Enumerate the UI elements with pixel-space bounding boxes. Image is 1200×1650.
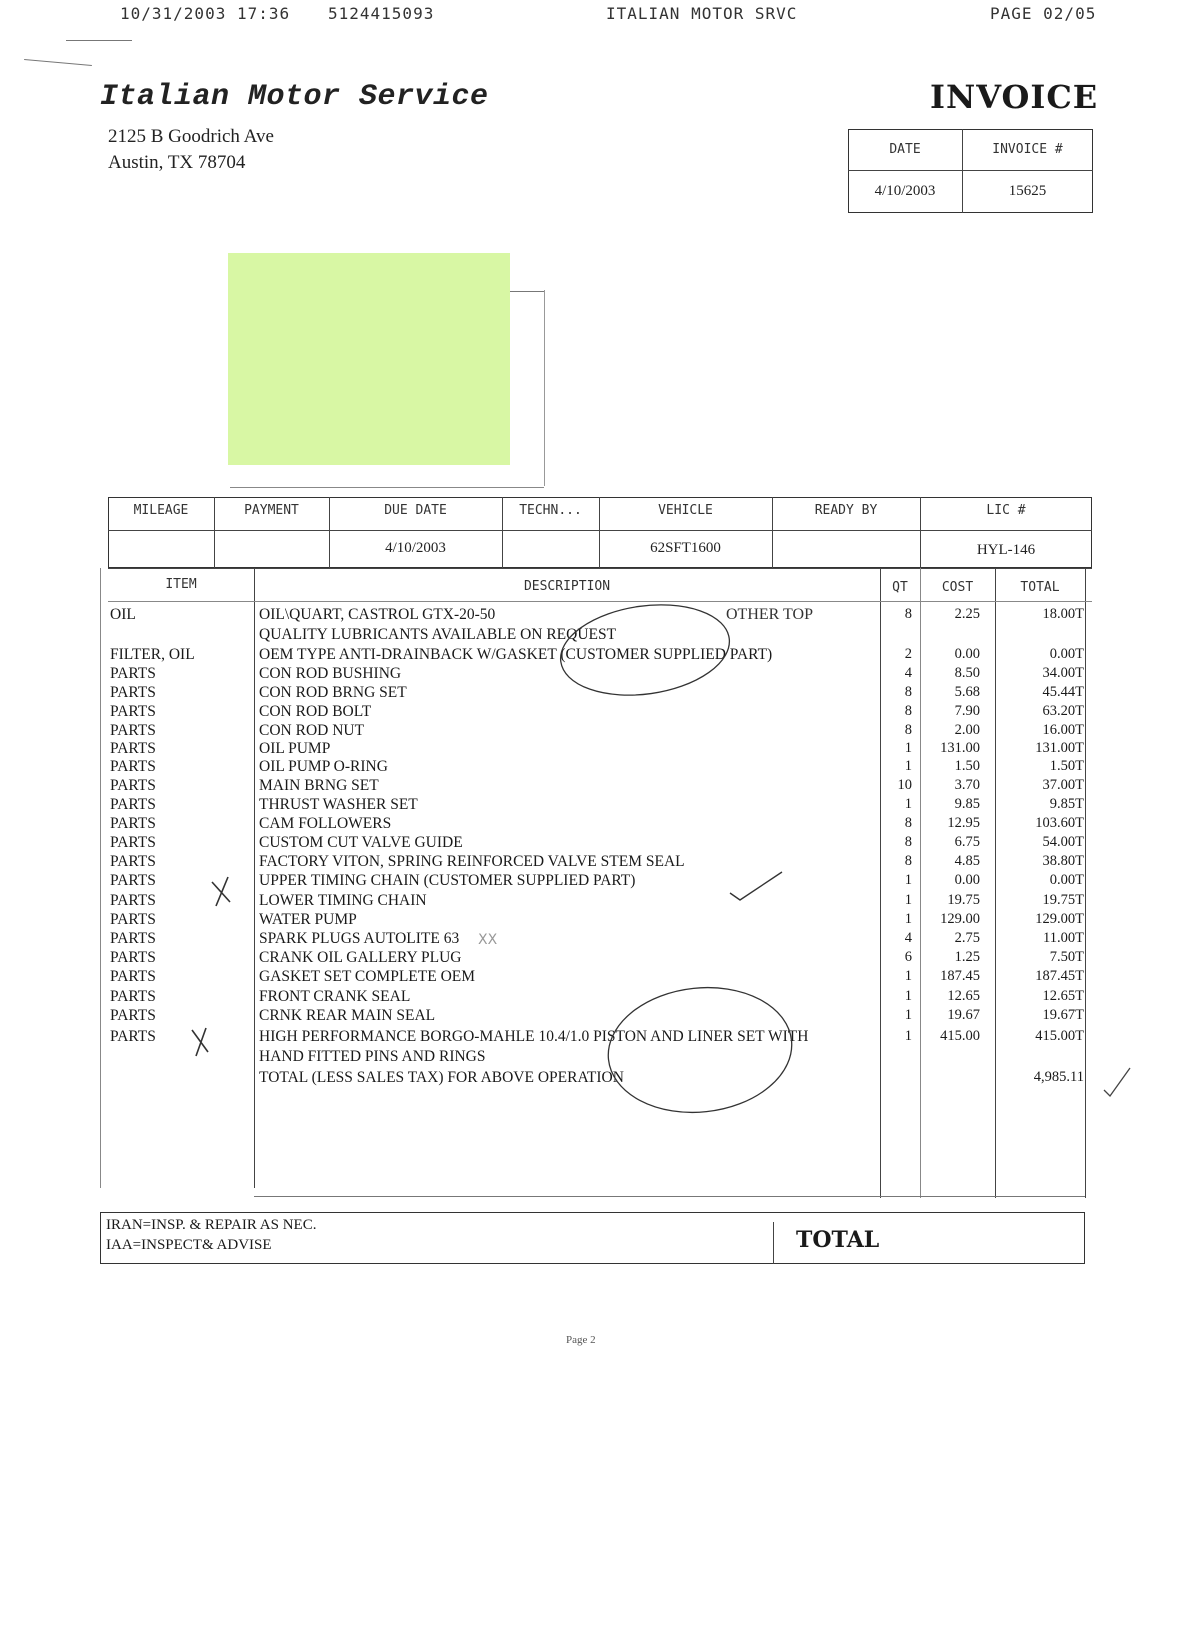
row-total: 103.60T	[1035, 815, 1084, 831]
row-cost: 12.95	[947, 815, 980, 831]
row-total: 1.50T	[1049, 758, 1084, 774]
row-item: OIL	[110, 606, 136, 623]
row-total: 129.00T	[1035, 911, 1084, 927]
row-description: FRONT CRANK SEAL	[259, 988, 411, 1005]
row-qty: 1	[904, 968, 912, 984]
checkmark-icon	[1104, 1068, 1130, 1096]
row-total: 19.67T	[1042, 1007, 1084, 1023]
invoice-date: 4/10/2003	[874, 183, 936, 199]
row-item: PARTS	[110, 911, 156, 928]
row-description: CON ROD BUSHING	[259, 665, 402, 682]
row-qty: 4	[904, 930, 912, 946]
row-item: FILTER, OIL	[110, 646, 195, 663]
row-item: PARTS	[110, 758, 156, 775]
row-item: PARTS	[110, 1028, 156, 1045]
row-total: 131.00T	[1035, 740, 1084, 756]
row-description: CRANK OIL GALLERY PLUG	[259, 949, 462, 966]
row-item: PARTS	[110, 853, 156, 870]
row-cost: 19.75	[947, 892, 980, 908]
row-description: LOWER TIMING CHAIN	[259, 892, 427, 909]
row-item: PARTS	[110, 949, 156, 966]
header-total: TOTAL	[1020, 580, 1060, 595]
row-cost: 415.00	[940, 1028, 980, 1044]
row-cost: 2.00	[954, 722, 980, 738]
row-total: 187.45T	[1035, 968, 1084, 984]
row-total: 34.00T	[1042, 665, 1084, 681]
row-cost: 7.90	[954, 703, 980, 719]
row-qty: 8	[904, 703, 912, 719]
row-description: GASKET SET COMPLETE OEM	[259, 968, 476, 985]
circle-mark	[555, 595, 736, 706]
row-qty: 8	[904, 684, 912, 700]
header-description: DESCRIPTION	[523, 579, 611, 594]
x-mark: XX	[478, 932, 498, 948]
row-item: PARTS	[110, 834, 156, 851]
row-qty: 2	[904, 646, 912, 662]
row-item: PARTS	[110, 892, 156, 909]
row-description: QUALITY LUBRICANTS AVAILABLE ON REQUEST	[259, 626, 617, 643]
row-qty: 10	[897, 777, 912, 793]
row-description: UPPER TIMING CHAIN (CUSTOMER SUPPLIED PART)	[259, 872, 636, 889]
row-qty: 8	[904, 722, 912, 738]
row-description: OIL PUMP O-RING	[259, 758, 388, 775]
x-mark-icon	[212, 877, 230, 906]
row-cost: 5.68	[954, 684, 980, 700]
row-item: PARTS	[110, 665, 156, 682]
fax-phone: 5124415093	[328, 4, 435, 23]
fax-page: PAGE 02/05	[990, 4, 1097, 23]
company-name: Italian Motor Service	[100, 80, 489, 114]
row-description: CON ROD NUT	[259, 722, 365, 739]
footer-total-label: TOTAL	[796, 1227, 880, 1253]
row-description: OIL\QUART, CASTROL GTX-20-50	[259, 606, 496, 623]
footer-code-1: IRAN=INSP. & REPAIR AS NEC.	[106, 1217, 317, 1233]
row-item: PARTS	[110, 815, 156, 832]
row-cost: 131.00	[940, 740, 980, 756]
invoice-number-label: INVOICE #	[992, 142, 1063, 157]
row-qty: 4	[904, 665, 912, 681]
row-total: 38.80T	[1042, 853, 1084, 869]
row-qty: 1	[904, 911, 912, 927]
row-cost: 3.70	[954, 777, 980, 793]
header-payment: PAYMENT	[244, 503, 299, 518]
row-description: CUSTOM CUT VALVE GUIDE	[259, 834, 463, 851]
row-item: PARTS	[110, 988, 156, 1005]
row-description: OIL PUMP	[259, 740, 331, 757]
row-cost: 1.50	[954, 758, 980, 774]
row-qty: 6	[904, 949, 912, 965]
row-total: 415.00T	[1035, 1028, 1084, 1044]
row-qty: 8	[904, 815, 912, 831]
page-footer: Page 2	[566, 1334, 596, 1346]
header-qty: QT	[892, 580, 908, 595]
row-qty: 1	[904, 796, 912, 812]
row-description: OEM TYPE ANTI-DRAINBACK W/GASKET (CUSTOMER SUPPLIED PART)	[259, 646, 773, 663]
row-description: WATER PUMP	[259, 911, 357, 928]
row-description: CON ROD BOLT	[259, 703, 372, 720]
row-total: 12.65T	[1042, 988, 1084, 1004]
row-cost: 129.00	[940, 911, 980, 927]
invoice-number: 15625	[1008, 183, 1047, 199]
row-total: 19.75T	[1042, 892, 1084, 908]
row-qty: 8	[904, 606, 912, 622]
row-qty: 1	[904, 1028, 912, 1044]
row-qty: 1	[904, 872, 912, 888]
row-total: 9.85T	[1049, 796, 1084, 812]
row-item: PARTS	[110, 722, 156, 739]
row-cost: 187.45	[940, 968, 980, 984]
row-description: CRNK REAR MAIN SEAL	[259, 1007, 436, 1024]
row-total: 16.00T	[1042, 722, 1084, 738]
row-total: 18.00T	[1042, 606, 1084, 622]
row-description: CAM FOLLOWERS	[259, 815, 392, 832]
row-description: THRUST WASHER SET	[259, 796, 418, 813]
row-description: FACTORY VITON, SPRING REINFORCED VALVE STEM SEAL	[259, 853, 685, 870]
row-qty: 1	[904, 758, 912, 774]
row-cost: 1.25	[954, 949, 980, 965]
document-title: INVOICE	[930, 78, 1099, 116]
row-item: PARTS	[110, 968, 156, 985]
license-value: HYL-146	[976, 542, 1036, 558]
row-cost: 2.75	[954, 930, 980, 946]
row-cost: 9.85	[954, 796, 980, 812]
row-total: 0.00T	[1049, 872, 1084, 888]
header-ready-by: READY BY	[814, 503, 878, 518]
row-total: 54.00T	[1042, 834, 1084, 850]
checkmark-icon	[730, 872, 782, 900]
handwritten-note: OTHER TOP	[726, 606, 813, 623]
row-qty: 1	[904, 892, 912, 908]
row-item: PARTS	[110, 872, 156, 889]
header-license: LIC #	[986, 503, 1026, 518]
circle-mark	[602, 979, 798, 1122]
row-total: 63.20T	[1042, 703, 1084, 719]
row-description: MAIN BRNG SET	[259, 777, 379, 794]
row-total: 7.50T	[1049, 949, 1084, 965]
header-technician: TECHN...	[519, 503, 582, 518]
row-item: PARTS	[110, 740, 156, 757]
row-cost: 0.00	[954, 872, 980, 888]
row-description: HAND FITTED PINS AND RINGS	[259, 1048, 486, 1065]
row-cost: 2.25	[954, 606, 980, 622]
header-due-date: DUE DATE	[384, 503, 447, 518]
row-cost: 8.50	[954, 665, 980, 681]
x-mark-icon	[192, 1028, 208, 1056]
row-qty: 8	[904, 853, 912, 869]
row-item: PARTS	[110, 703, 156, 720]
row-cost: 6.75	[954, 834, 980, 850]
vehicle-value: 62SFT1600	[650, 540, 721, 556]
row-total: 37.00T	[1042, 777, 1084, 793]
row-cost: 4.85	[954, 853, 980, 869]
row-description: CON ROD BRNG SET	[259, 684, 407, 701]
header-cost: COST	[941, 580, 974, 595]
row-cost: 12.65	[947, 988, 980, 1004]
company-address-line2: Austin, TX 78704	[108, 152, 246, 173]
row-qty: 1	[904, 740, 912, 756]
row-item: PARTS	[110, 684, 156, 701]
row-cost: 19.67	[947, 1007, 980, 1023]
header-vehicle: VEHICLE	[658, 503, 713, 518]
row-total: 45.44T	[1042, 684, 1084, 700]
date-label: DATE	[889, 142, 921, 157]
row-qty: 1	[904, 988, 912, 1004]
row-item: PARTS	[110, 796, 156, 813]
fax-sender: ITALIAN MOTOR SRVC	[606, 4, 798, 23]
header-item: ITEM	[165, 577, 197, 592]
row-total: 4,985.11	[1033, 1069, 1084, 1085]
footer-code-2: IAA=INSPECT& ADVISE	[106, 1237, 272, 1253]
divider	[773, 1222, 774, 1264]
row-description: SPARK PLUGS AUTOLITE 63	[259, 930, 460, 947]
row-description: HIGH PERFORMANCE BORGO-MAHLE 10.4/1.0 PISTON AND LINER SET WITH	[259, 1028, 809, 1045]
row-item: PARTS	[110, 930, 156, 947]
row-item: PARTS	[110, 777, 156, 794]
row-item: PARTS	[110, 1007, 156, 1024]
row-description: TOTAL (LESS SALES TAX) FOR ABOVE OPERATION	[259, 1069, 624, 1086]
row-total: 11.00T	[1043, 930, 1084, 946]
company-address-line1: 2125 B Goodrich Ave	[108, 126, 274, 147]
header-mileage: MILEAGE	[133, 503, 189, 518]
row-total: 0.00T	[1049, 646, 1084, 662]
fax-datetime: 10/31/2003 17:36	[120, 4, 291, 23]
row-cost: 0.00	[954, 646, 980, 662]
row-qty: 1	[904, 1007, 912, 1023]
row-qty: 8	[904, 834, 912, 850]
due-date-value: 4/10/2003	[385, 540, 446, 556]
